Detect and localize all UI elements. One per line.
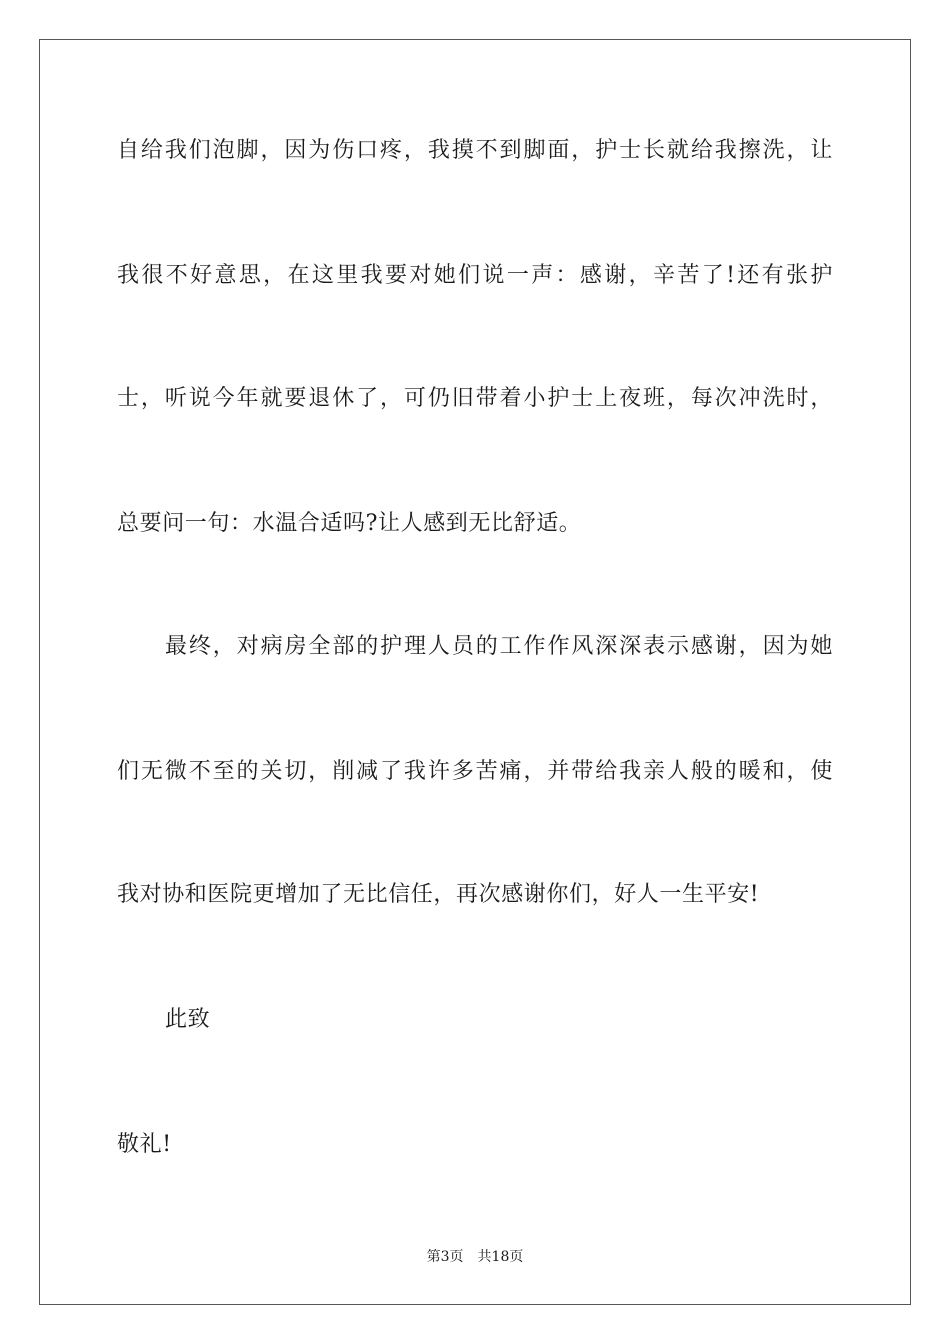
body-line-2: 我很不好意思，在这里我要对她们说一声：感谢，辛苦了!还有张护 (117, 263, 833, 288)
page-total: 共18页 (477, 1249, 524, 1265)
body-line-5: 最终，对病房全部的护理人员的工作作风深深表示感谢，因为她 (165, 634, 833, 659)
closing-regards: 敬礼! (117, 1132, 172, 1157)
body-line-1: 自给我们泡脚，因为伤口疼，我摸不到脚面，护士长就给我擦洗，让 (117, 138, 833, 163)
body-line-3: 士，听说今年就要退休了，可仍旧带着小护士上夜班，每次冲洗时， (117, 386, 833, 411)
page-footer (0, 1247, 950, 1267)
body-line-4: 总要问一句：水温合适吗?让人感到无比舒适。 (117, 511, 582, 536)
page-border (39, 39, 911, 1305)
page-number: 第3页 (426, 1249, 464, 1265)
body-line-7: 我对协和医院更增加了无比信任，再次感谢你们，好人一生平安! (117, 882, 760, 907)
closing-salutation: 此致 (165, 1007, 211, 1032)
body-line-6: 们无微不至的关切，削减了我许多苦痛，并带给我亲人般的暖和，使 (117, 759, 833, 784)
